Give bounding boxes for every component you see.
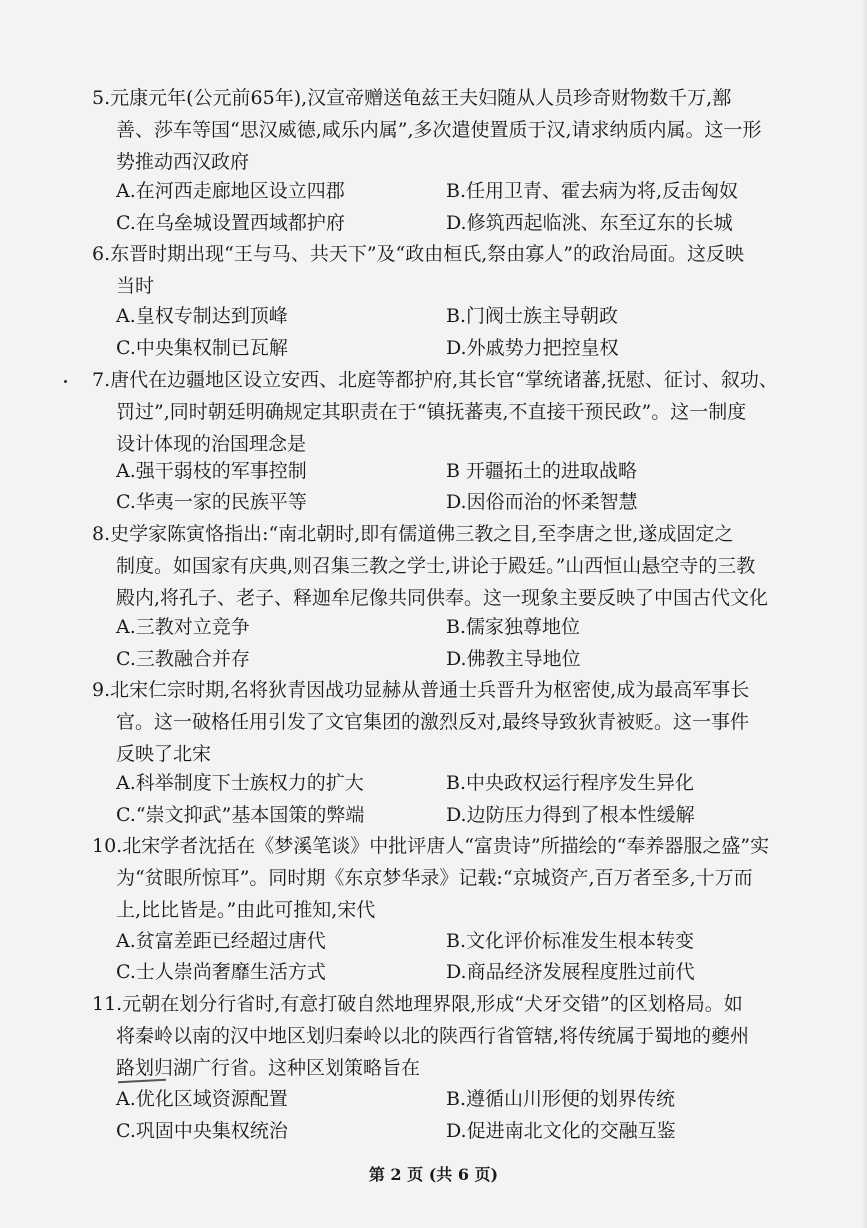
q5-line-3: 势推动西汉政府 [116,151,250,173]
q10-line-1: 10.北宋学者沈括在《梦溪笔谈》中批评唐人“富贵诗”所描绘的“奉养器服之盛”实 [92,835,770,857]
q9-option-b: B.中央政权运行程序发生异化 [446,772,695,794]
question-9-stem [92,674,782,770]
q11-option-d: D.促进南北文化的交融互鉴 [446,1120,676,1142]
q9-option-a: A.科举制度下士族权力的扩大 [116,772,364,794]
question-10-stem [92,830,782,926]
q9-option-c: C.“崇文抑武”基本国策的弊端 [116,804,365,826]
q11-option-c: C.巩固中央集权统治 [116,1120,288,1142]
q6-option-b: B.门阀士族主导朝政 [446,305,619,327]
q9-line-3: 反映了北宋 [116,743,212,765]
q9-line-1: 9.北宋仁宗时期,名将狄青因战功显赫从普通士兵晋升为枢密使,成为最高军事长 [92,679,750,701]
q9-line-2: 官。这一破格任用引发了文官集团的激烈反对,最终导致狄青被贬。这一事件 [116,711,750,733]
q5-option-d: D.修筑西起临洮、东至辽东的长城 [446,212,733,234]
q11-option-b: B.遵循山川形便的划界传统 [446,1088,676,1110]
q8-option-a: A.三教对立竞争 [116,616,250,638]
q8-line-3: 殿内,将孔子、老子、释迦牟尼像共同供奉。这一现象主要反映了中国古代文化 [116,587,769,609]
q10-option-b: B.文化评价标准发生根本转变 [446,930,695,952]
q5-line-1: 5.元康元年(公元前65年),汉宣帝赠送龟兹王夫妇随从人员珍奇财物数千万,鄯 [92,87,732,109]
q7-option-c: C.华夷一家的民族平等 [116,491,307,513]
q8-option-c: C.三教融合并存 [116,648,250,670]
q8-option-d: D.佛教主导地位 [446,648,581,670]
question-5-stem [92,82,782,178]
q10-line-2: 为“贫眼所惊耳”。同时期《东京梦华录》记载:“京城资产,百万者至多,十万而 [116,867,753,889]
q5-line-2: 善、莎车等国“思汉威德,咸乐内属”,多次遣使置质于汉,请求纳质内属。这一形 [116,119,762,141]
q11-line-3: 路划归湖广行省。这种区划策略旨在 [116,1057,421,1079]
q6-option-a: A.皇权专制达到顶峰 [116,305,288,327]
q8-line-1: 8.史学家陈寅恪指出:“南北朝时,即有儒道佛三教之目,至李唐之世,遂成固定之 [92,523,734,545]
q8-option-b: B.儒家独尊地位 [446,616,581,638]
q7-option-a: A.强干弱枝的军事控制 [116,460,307,482]
q6-option-d: D.外戚势力把控皇权 [446,337,619,359]
q7-line-1: 7.唐代在边疆地区设立安西、北庭等都护府,其长官“掌统诸蕃,抚慰、征讨、叙功、 [92,369,778,391]
question-7-stem [92,364,782,460]
scan-edge-shadow [861,0,867,1228]
q5-option-a: A.在河西走廊地区设立四郡 [116,180,345,202]
q5-option-c: C.在乌垒城设置西域都护府 [116,212,345,234]
q5-option-b: B.任用卫青、霍去病为将,反击匈奴 [446,180,739,202]
question-11-stem [92,988,782,1084]
page-footer: 第 2 页 (共 6 页) [368,1165,499,1184]
q6-line-2: 当时 [116,275,155,297]
q7-line-2: 罚过”,同时朝廷明确规定其职责在于“镇抚蕃夷,不直接干预民政”。这一制度 [116,401,747,423]
q10-option-d: D.商品经济发展程度胜过前代 [446,961,695,983]
q7-option-b: B 开疆拓土的进取战略 [446,460,638,482]
q10-option-a: A.贫富差距已经超过唐代 [116,930,326,952]
question-6-stem [92,238,782,302]
q10-line-3: 上,比比皆是。”由此可推知,宋代 [116,899,376,921]
q9-option-d: D.边防压力得到了根本性缓解 [446,804,695,826]
q6-option-c: C.中央集权制已瓦解 [116,337,288,359]
q6-line-1: 6.东晋时期出现“王与马、共天下”及“政由桓氏,祭由寡人”的政治局面。这反映 [92,243,745,265]
q7-line-3: 设计体现的治国理念是 [116,433,307,455]
q10-option-c: C.士人崇尚奢靡生活方式 [116,961,326,983]
q11-line-1: 11.元朝在划分行省时,有意打破自然地理界限,形成“犬牙交错”的区划格局。如 [92,993,743,1015]
q7-option-d: D.因俗而治的怀柔智慧 [446,491,638,513]
q11-line-2: 将秦岭以南的汉中地区划归秦岭以北的陕西行省管辖,将传统属于蜀地的夔州 [116,1025,750,1047]
q8-line-2: 制度。如国家有庆典,则召集三教之学士,讲论于殿廷。”山西恒山悬空寺的三教 [116,555,756,577]
question-8-stem [92,518,782,614]
q11-option-a: A.优化区域资源配置 [116,1088,288,1110]
scan-dot-mark [64,380,67,383]
